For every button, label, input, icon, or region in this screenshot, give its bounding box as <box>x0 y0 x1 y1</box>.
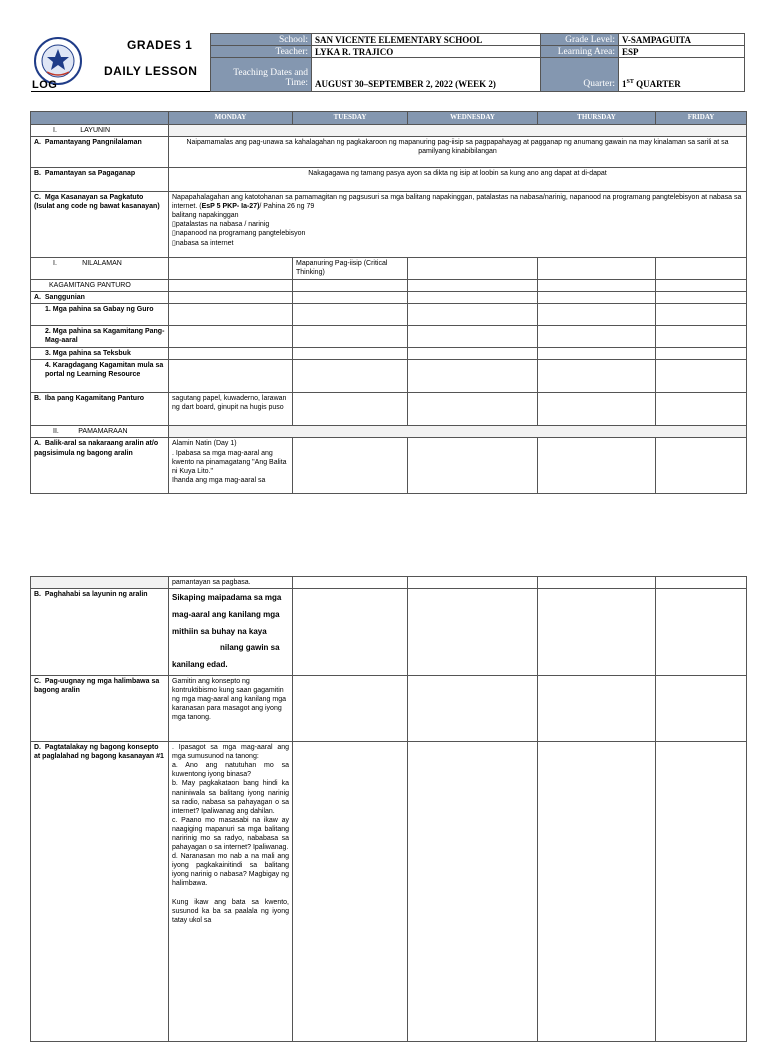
karagdagang-kagamitan-row <box>31 360 747 393</box>
teksbuk-cell-mon <box>169 348 293 360</box>
kasanayan-line-2: ▯patalastas na nabasa / narinig <box>172 221 270 229</box>
layunin-row <box>31 125 747 137</box>
kasanayan-label: C. Mga Kasanayan sa Pagkatuto (Isulat ang code ng bawat kasanayan) <box>31 192 169 258</box>
pagtatalakay-text: . Ipasagot sa mga mag-aaral ang mga sumusunod na tanong: a. Ano ang natutuhan mo sa kuwentong iyong binasa? b. May pagkakataon bang hindi ka naniniwala sa balitang iyong narinig sa radio, nabasa sa pahayagan o sa internet? Ipaliwanag ang dahilan. c. Paano mo masasabi na ikaw ay naagiging mapanuri sa mga balitang naririnig mo sa radyo, nababasa sa pahayagan o sa internet? Ipaliwanag. d. Naranasan mo nab a na mali ang iyong pagkakainitindi sa balitang iyong narinig o nabasa? Magbigay ng halimbawa. Kung ikaw ang bata sa kwento, susunod ka ba sa paalala ng iyong tatay ukol sa <box>169 742 293 1042</box>
pamantayan-pagaganap-text: Nakagagawa ng tamang pasya ayon sa dikta ng isip at loobin sa kung ano ang dapat at di-dapat <box>169 168 747 192</box>
lesson-table-page1 <box>30 111 747 494</box>
cont-cell-wed <box>408 577 538 589</box>
continuation-label-cell <box>31 577 169 589</box>
daily-lesson-title: DAILY LESSON <box>104 64 198 78</box>
layunin-heading: I. LAYUNIN <box>31 125 169 137</box>
sanggunian-row <box>31 292 747 304</box>
dates-label-line1: Teaching Dates and <box>233 68 308 78</box>
teksbuk-row <box>31 348 747 360</box>
gabay-cell-wed <box>408 304 538 326</box>
talakay-cell-wed <box>408 742 538 1042</box>
balik-cell-wed <box>408 438 538 494</box>
day-header-wednesday: WEDNESDAY <box>408 112 538 125</box>
balik-cell-tue <box>293 438 408 494</box>
paghahabi-text-1: Sikaping maipadama sa mga mag-aaral ang kanilang mga mithiin sa buhay na kaya <box>172 593 282 636</box>
kasanayan-row <box>31 192 747 258</box>
cont-cell-thu <box>538 577 656 589</box>
pamantayan-pagaganap-label: B. Pamantayan sa Pagaganap <box>31 168 169 192</box>
nilalaman-wed <box>408 258 538 280</box>
dates-label <box>210 57 312 92</box>
log-title: LOG <box>32 79 58 91</box>
karagdagang-kagamitan-label: 4. Karagdagang Kagamitan mula sa portal ng Learning Resource <box>31 360 169 393</box>
ugnay-cell-tue <box>293 676 408 742</box>
quarter-number: 1 <box>622 79 627 89</box>
dates-value: AUGUST 30–SEPTEMBER 2, 2022 (WEEK 2) <box>311 57 541 92</box>
kagamitan-cell-thu <box>538 280 656 292</box>
grade-level-label: Grade Level: <box>540 33 619 46</box>
sanggunian-cell-fri <box>656 292 747 304</box>
karagdagang-cell-tue <box>293 360 408 393</box>
paghahabi-cell-wed <box>408 589 538 676</box>
balik-aral-label: A. Balik-aral sa nakaraang aralin at/o pagsisimula ng bagong aralin <box>31 438 169 494</box>
pag-uugnay-row <box>31 676 747 742</box>
karagdagang-cell-fri <box>656 360 747 393</box>
nilalaman-thu <box>538 258 656 280</box>
gabay-cell-mon <box>169 304 293 326</box>
pamantayan-pagaganap-row <box>31 168 747 192</box>
kasanayan-line-4: ▯nabasa sa internet <box>172 239 234 247</box>
learning-area-value: ESP <box>618 45 745 58</box>
quarter-label: Quarter: <box>540 57 619 92</box>
gabay-cell-thu <box>538 304 656 326</box>
talakay-cell-thu <box>538 742 656 1042</box>
pamamaraan-row <box>31 426 747 438</box>
pang-mag-aaral-cell-fri <box>656 326 747 348</box>
paghahabi-label: B. Paghahabi sa layunin ng aralin <box>31 589 169 676</box>
nilalaman-heading: I. NILALAMAN <box>31 258 169 280</box>
teacher-value: LYKA R. TRAJICO <box>311 45 541 58</box>
iba-pang-kagamitan-text: sagutang papel, kuwaderno, larawan ng dart board, ginupit na hugis puso <box>169 393 293 426</box>
kagamitan-cell-mon <box>169 280 293 292</box>
karagdagang-cell-thu <box>538 360 656 393</box>
continuation-text: pamantayan sa pagbasa. <box>169 577 293 589</box>
kasanayan-code: EsP 5 PKP- Ia-27) <box>201 203 260 211</box>
learning-area-label: Learning Area: <box>540 45 619 58</box>
header-underline <box>31 91 211 92</box>
iba-cell-fri <box>656 393 747 426</box>
iba-cell-thu <box>538 393 656 426</box>
nilalaman-mon <box>169 258 293 280</box>
teksbuk-cell-thu <box>538 348 656 360</box>
nilalaman-tue: Mapanuring Pag-iisip (Critical Thinking) <box>293 258 408 280</box>
quarter-word: QUARTER <box>633 79 681 89</box>
paghahabi-text-2: nilang gawin sa <box>220 643 280 653</box>
sanggunian-cell-wed <box>408 292 538 304</box>
cont-cell-fri <box>656 577 747 589</box>
nilalaman-row <box>31 258 747 280</box>
karagdagang-cell-wed <box>408 360 538 393</box>
grades-title: GRADES 1 <box>127 38 193 52</box>
pag-uugnay-text: Gamitin ang konsepto ng kontruktibismo kung saan gagamitin ng mga mag-aaral ang kanilang mga karanasan para masagot ang iyong mga tanong. <box>169 676 293 742</box>
pang-mag-aaral-cell-thu <box>538 326 656 348</box>
layunin-section-bar <box>169 125 747 137</box>
pamantayang-pangnilalaman-text: Naipamamalas ang pag-unawa sa kahalagahan ng pagkakaroon ng mapanuring pag-iisip sa pagpapahayag at pagganap ng anumang gawain na may kinalaman sa sarili at sa pamilyang kinabibilangan <box>169 137 747 168</box>
cont-cell-tue <box>293 577 408 589</box>
sanggunian-cell-thu <box>538 292 656 304</box>
day-header-blank <box>31 112 169 125</box>
pang-mag-aaral-cell-mon <box>169 326 293 348</box>
paghahabi-text-3: kanilang edad. <box>172 660 228 670</box>
talakay-cell-tue <box>293 742 408 1042</box>
iba-cell-tue <box>293 393 408 426</box>
balik-aral-text: Alamin Natin (Day 1) . Ipabasa sa mga mag-aaral ang kwento na pinamagatang "Ang Balita ni Kuya Lito." Ihanda ang mga mag-aaral sa <box>169 438 293 494</box>
gabay-cell-tue <box>293 304 408 326</box>
teksbuk-label: 3. Mga pahina sa Teksbuk <box>31 348 169 360</box>
pang-mag-aaral-cell-wed <box>408 326 538 348</box>
paghahabi-row <box>31 589 747 676</box>
iba-pang-kagamitan-row <box>31 393 747 426</box>
ugnay-cell-thu <box>538 676 656 742</box>
iba-cell-wed <box>408 393 538 426</box>
paghahabi-cell-tue <box>293 589 408 676</box>
sanggunian-label: A. Sanggunian <box>31 292 169 304</box>
balik-cell-fri <box>656 438 747 494</box>
kasanayan-line-1: balitang napakinggan <box>172 212 239 220</box>
gabay-ng-guro-label: 1. Mga pahina sa Gabay ng Guro <box>31 304 169 326</box>
day-header-tuesday: TUESDAY <box>293 112 408 125</box>
teacher-label: Teacher: <box>210 45 312 58</box>
days-header-row <box>31 112 747 125</box>
school-value: SAN VICENTE ELEMENTARY SCHOOL <box>311 33 541 46</box>
pagtatalakay-label: D. Pagtatalakay ng bagong konsepto at paglalahad ng bagong kasanayan #1 <box>31 742 169 1042</box>
ugnay-cell-fri <box>656 676 747 742</box>
gabay-cell-fri <box>656 304 747 326</box>
gabay-ng-guro-row <box>31 304 747 326</box>
pamamaraan-heading: II. PAMAMARAAN <box>31 426 169 438</box>
kagamitan-row <box>31 280 747 292</box>
paghahabi-text <box>169 589 293 676</box>
teksbuk-cell-fri <box>656 348 747 360</box>
sanggunian-cell-tue <box>293 292 408 304</box>
dates-label-line2: Time: <box>285 78 308 88</box>
kasanayan-text-part1: Napapahalagahan ang katotohanan sa pamamagitan ng pagsusuri sa mga balitang napakinggan, patalastas na nabasa/narinig, napanood na programang pangtelebisyon at nabasa sa internet. ( <box>172 194 742 211</box>
teksbuk-cell-tue <box>293 348 408 360</box>
grade-level-value: V-SAMPAGUITA <box>618 33 745 46</box>
balik-aral-row <box>31 438 747 494</box>
lesson-table-page2 <box>30 576 747 1042</box>
pamantayang-pangnilalaman-label: A. Pamantayang Pangnilalaman <box>31 137 169 168</box>
pang-mag-aaral-label: 2. Mga pahina sa Kagamitang Pang-Mag-aaral <box>31 326 169 348</box>
ugnay-cell-wed <box>408 676 538 742</box>
quarter-superscript: ST <box>626 79 634 85</box>
pamamaraan-section-bar <box>169 426 747 438</box>
sanggunian-cell-mon <box>169 292 293 304</box>
paghahabi-cell-thu <box>538 589 656 676</box>
day-header-thursday: THURSDAY <box>538 112 656 125</box>
kasanayan-line-3: ▯napanood na programang pangtelebisyon <box>172 230 306 238</box>
nilalaman-fri <box>656 258 747 280</box>
kagamitan-cell-fri <box>656 280 747 292</box>
day-header-monday: MONDAY <box>169 112 293 125</box>
continuation-row <box>31 577 747 589</box>
pag-uugnay-label: C. Pag-uugnay ng mga halimbawa sa bagong aralin <box>31 676 169 742</box>
kagamitan-cell-wed <box>408 280 538 292</box>
quarter-value <box>618 57 745 92</box>
day-header-friday: FRIDAY <box>656 112 747 125</box>
teksbuk-cell-wed <box>408 348 538 360</box>
paghahabi-cell-fri <box>656 589 747 676</box>
pang-mag-aaral-row <box>31 326 747 348</box>
kagamitan-heading: KAGAMITANG PANTURO <box>31 280 169 292</box>
kasanayan-text <box>169 192 747 258</box>
pamantayang-pangnilalaman-row <box>31 137 747 168</box>
kagamitan-cell-tue <box>293 280 408 292</box>
balik-cell-thu <box>538 438 656 494</box>
iba-pang-kagamitan-label: B. Iba pang Kagamitang Panturo <box>31 393 169 426</box>
talakay-cell-fri <box>656 742 747 1042</box>
karagdagang-cell-mon <box>169 360 293 393</box>
school-label: School: <box>210 33 312 46</box>
pagtatalakay-row <box>31 742 747 1042</box>
kasanayan-text-part2: / Pahina 26 ng 79 <box>259 203 315 211</box>
pang-mag-aaral-cell-tue <box>293 326 408 348</box>
